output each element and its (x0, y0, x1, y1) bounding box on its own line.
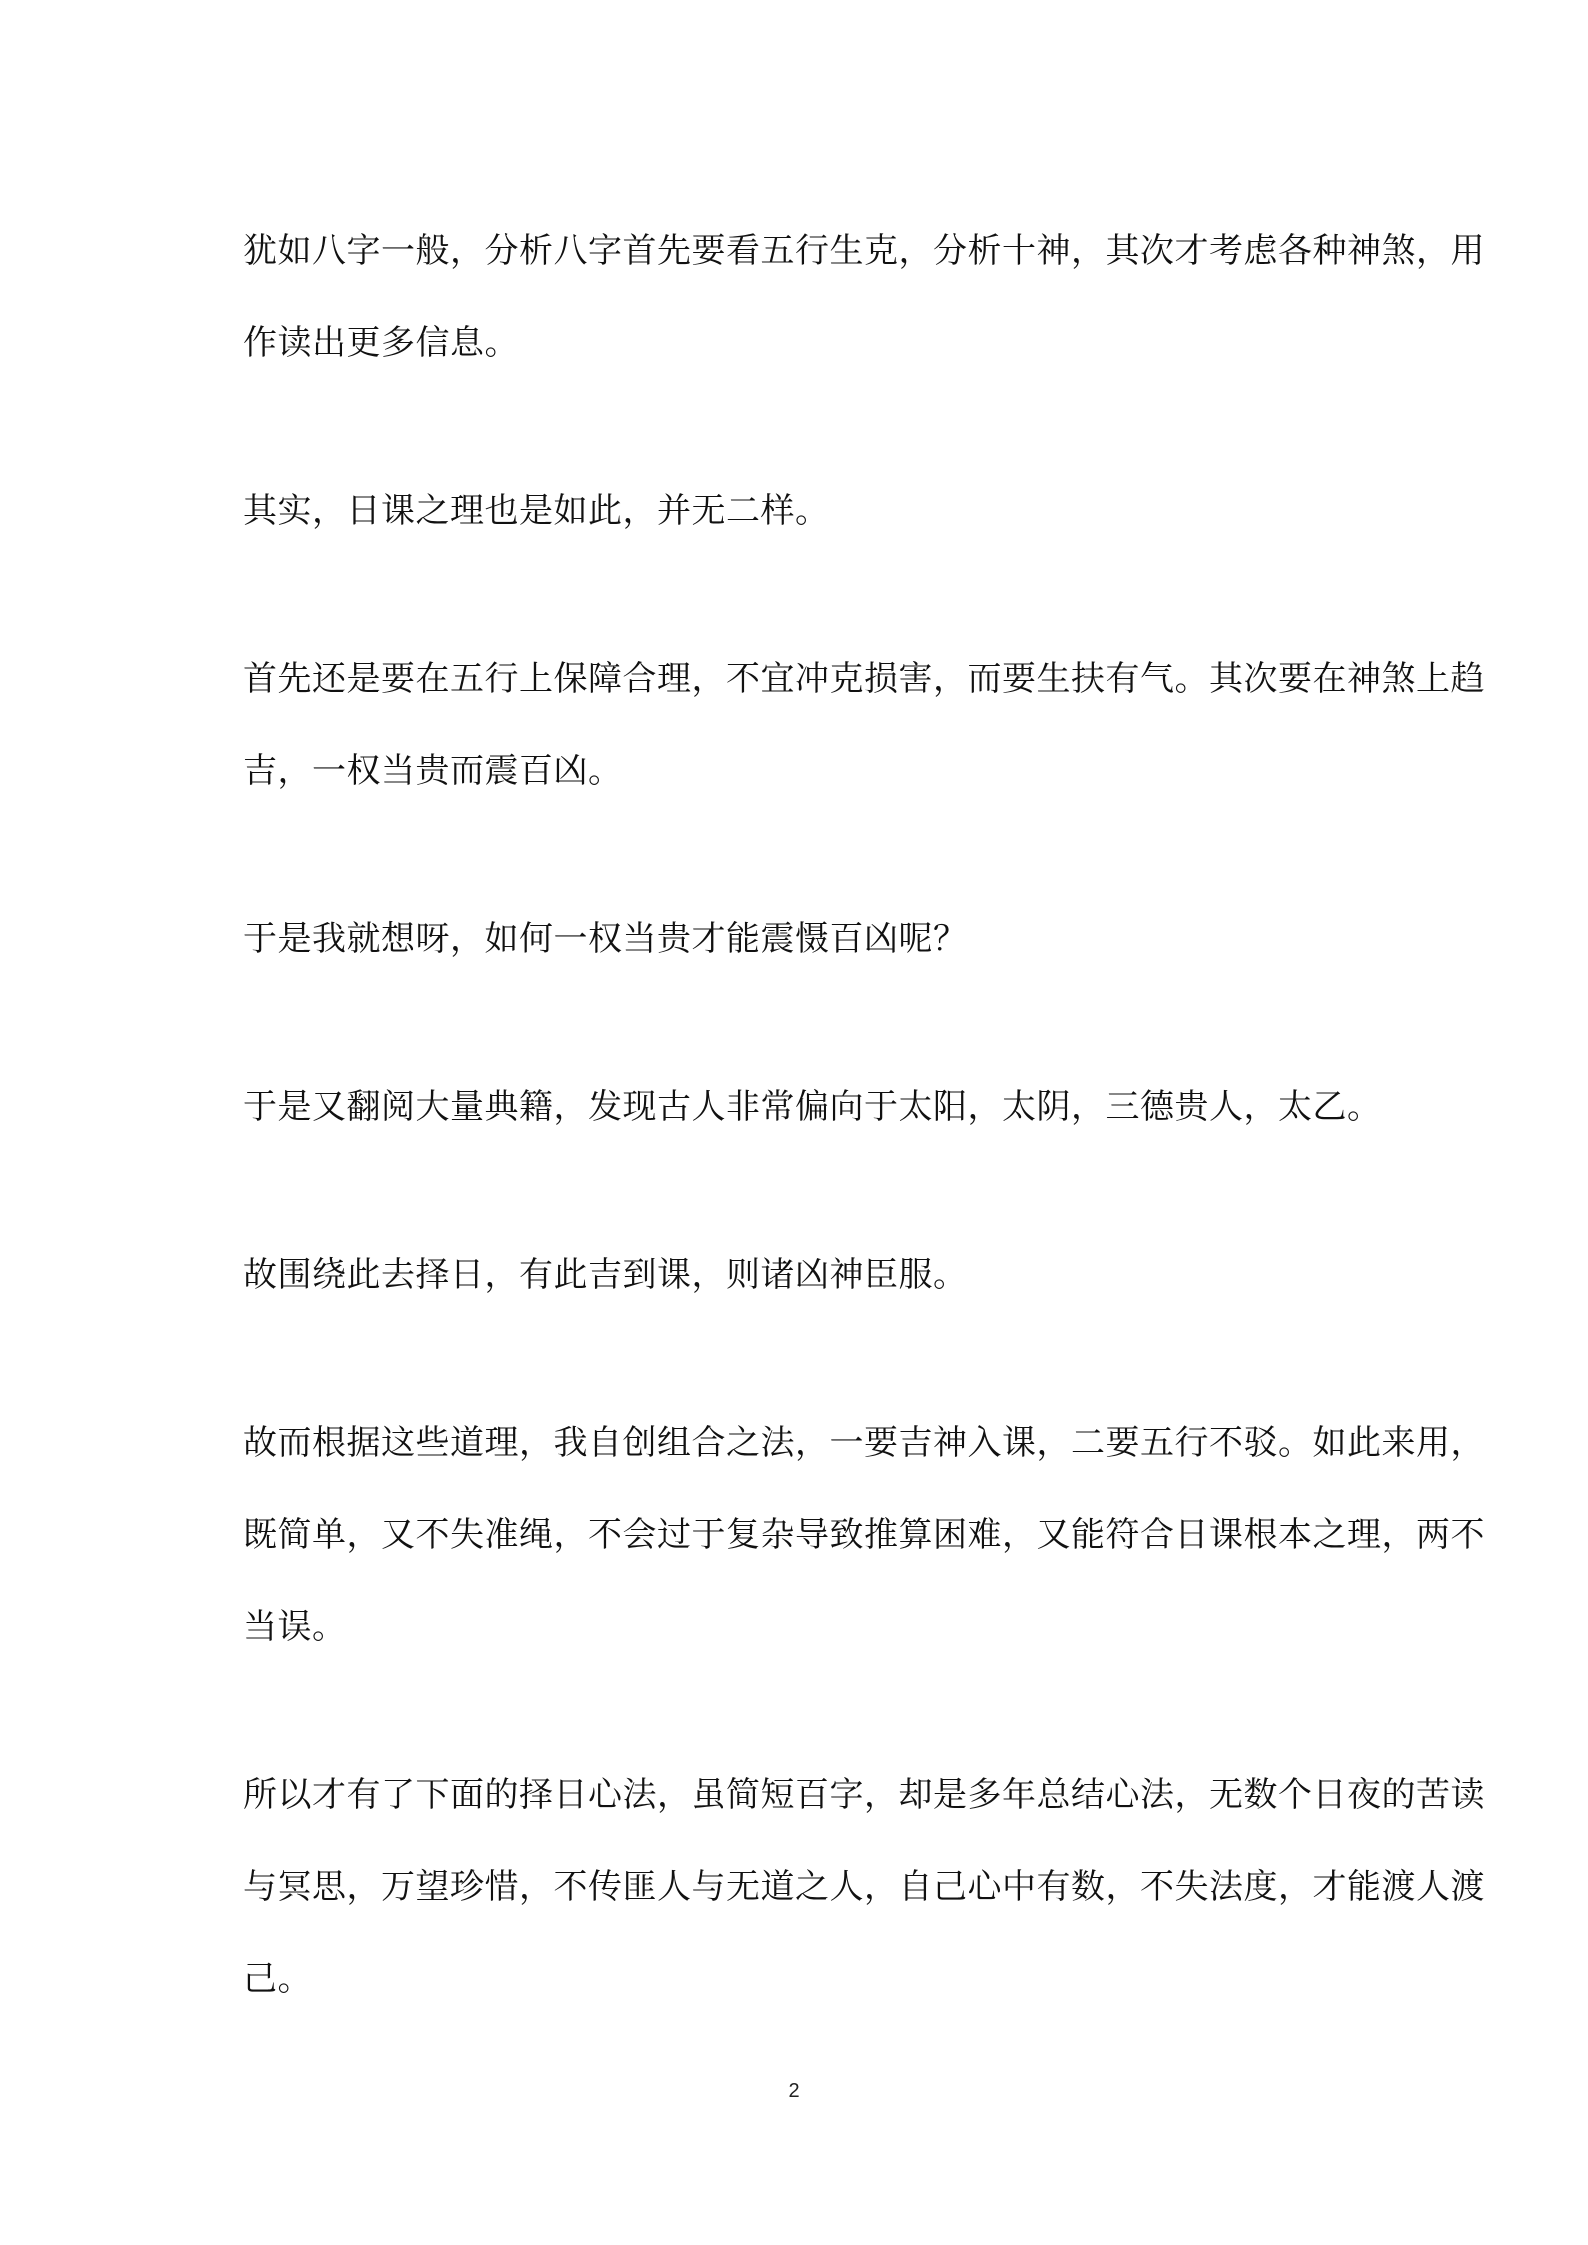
document-body (243, 205, 1493, 2025)
paragraph-3: 首先还是要在五行上保障合理，不宜冲克损害，而要生扶有气。其次要在神煞上趋吉，一权当贵而震百凶。 (243, 659, 1485, 791)
paragraph-6: 故围绕此去择日，有此吉到课，则诸凶神臣服。 (243, 1255, 968, 1295)
paragraph-7: 故而根据这些道理，我自创组合之法，一要吉神入课，二要五行不驳。如此来用，既简单，又不失准绳，不会过于复杂导致推算困难，又能符合日课根本之理，两不当误。 (243, 1423, 1485, 1647)
paragraph-4: 于是我就想呀，如何一权当贵才能震慑百凶呢？ (243, 919, 968, 959)
page-number: 2 (788, 2080, 800, 2102)
paragraph-1: 犹如八字一般，分析八字首先要看五行生克，分析十神，其次才考虑各种神煞，用作读出更多信息。 (243, 231, 1485, 363)
paragraph-2: 其实，日课之理也是如此，并无二样。 (243, 491, 830, 531)
paragraph-5: 于是又翻阅大量典籍，发现古人非常偏向于太阳，太阴，三德贵人，太乙。 (243, 1087, 1382, 1127)
paragraph-8: 所以才有了下面的择日心法，虽简短百字，却是多年总结心法，无数个日夜的苦读与冥思，万望珍惜，不传匪人与无道之人，自己心中有数，不失法度，才能渡人渡己。 (243, 1775, 1485, 1999)
